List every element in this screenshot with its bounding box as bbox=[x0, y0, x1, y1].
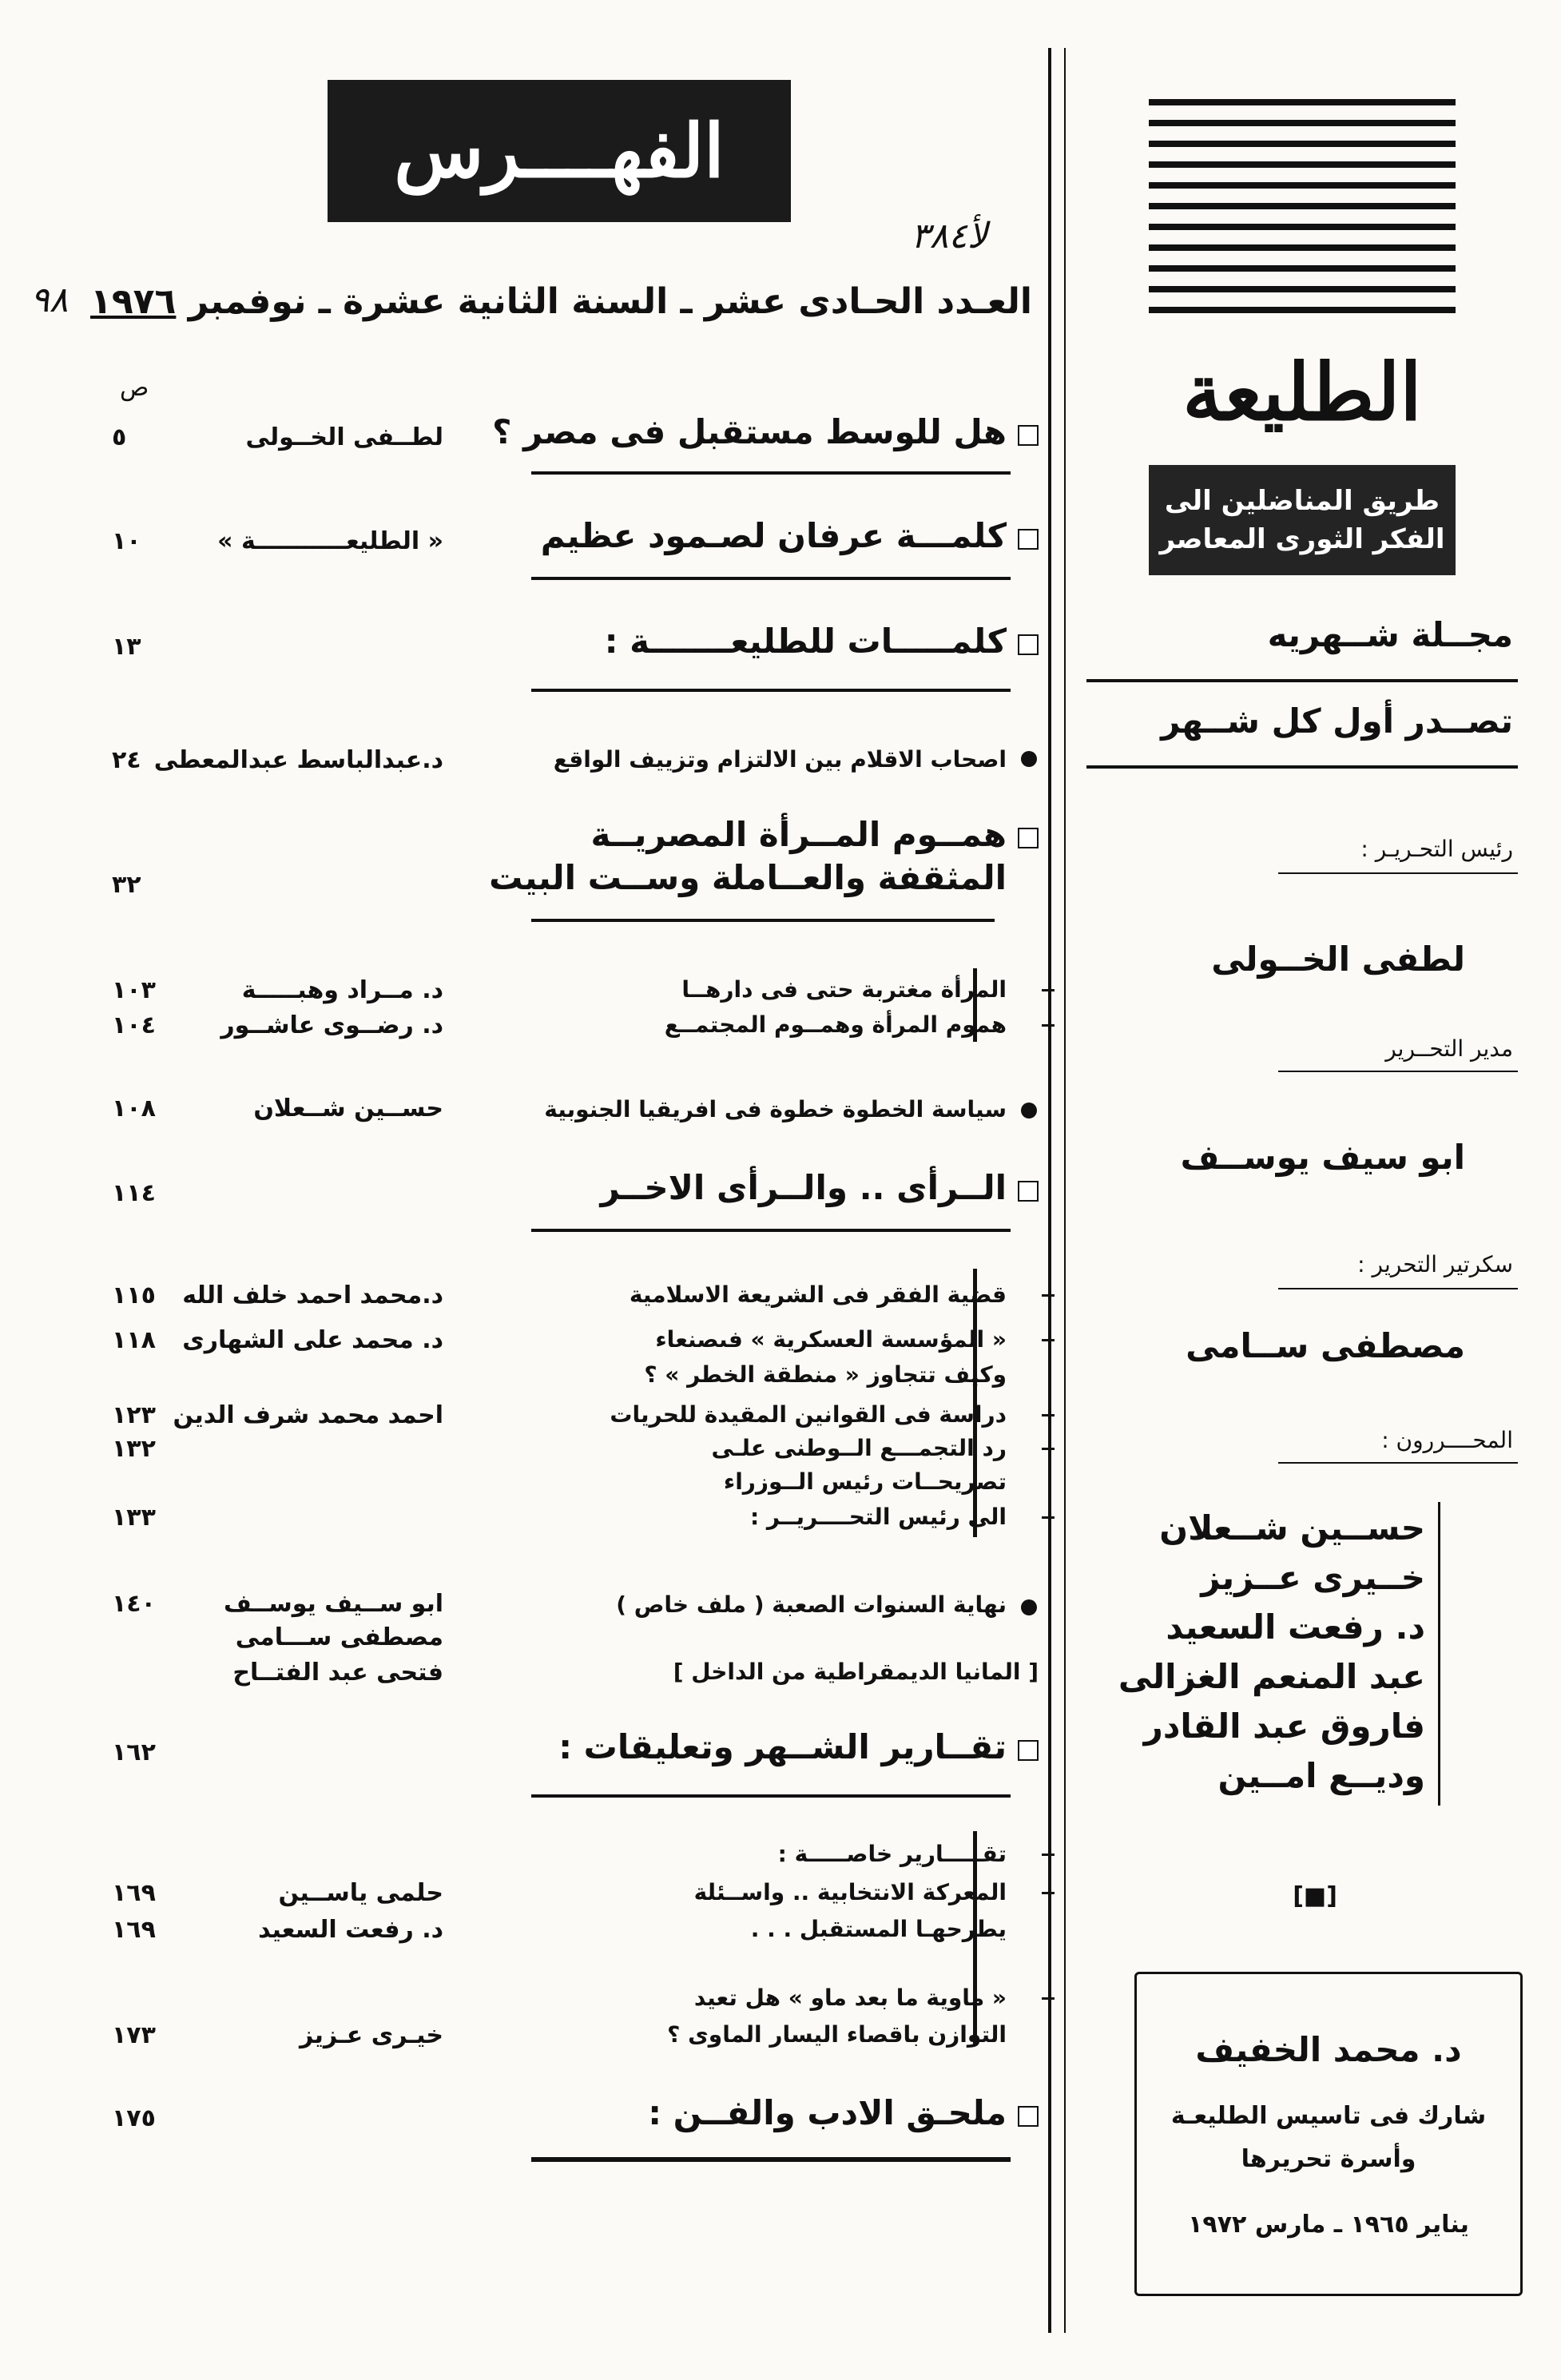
editor-name: عبد المنعم الغزالى bbox=[1118, 1657, 1425, 1696]
entry-title: سياسة الخطوة خطوة فى افريقيا الجنوبية bbox=[544, 1096, 1007, 1122]
section-underline bbox=[531, 471, 1011, 475]
entry-author: د.عبدالباسط عبدالمعطى bbox=[153, 746, 443, 774]
issue-year: ١٩٧٦ bbox=[89, 281, 177, 322]
entry-title: المعركة الانتخابية .. واســئلة bbox=[693, 1879, 1007, 1905]
toc-entry[interactable] bbox=[112, 1168, 1039, 1216]
entry-title: الى رئيس التحــــريــر : bbox=[749, 1504, 1007, 1530]
checkbox-icon bbox=[1018, 828, 1039, 848]
entry-title: همــوم المــرأة المصريــة bbox=[590, 815, 1007, 854]
entry-page: ١٢٣ bbox=[112, 1401, 156, 1429]
checkbox-icon bbox=[1018, 1740, 1039, 1761]
entry-title: الــرأى .. والــرأى الاخــر bbox=[600, 1168, 1007, 1207]
entry-title: كلمـــة عرفان لصـمود عظيم bbox=[540, 516, 1007, 555]
toc-entry-continuation bbox=[112, 1916, 1039, 1964]
entry-author: حلمى ياســين bbox=[278, 1879, 443, 1907]
entry-author: « الطليعـــــــــــة » bbox=[217, 527, 443, 555]
logo-tagline-line1: طريق المناضلين الى bbox=[1164, 485, 1440, 517]
entry-page: ١١٥ bbox=[112, 1281, 156, 1309]
entry-page: ١٦٢ bbox=[112, 1738, 156, 1766]
entry-title-line2: المثقفة والعــاملة وســت البيت bbox=[489, 858, 1007, 897]
tribute-line2: وأسرة تحريرها bbox=[1241, 2145, 1416, 2173]
entry-title: تصريحــات رئيس الــوزراء bbox=[723, 1468, 1007, 1495]
handwritten-note: ﻷ٣٨٤ bbox=[911, 216, 987, 256]
entry-title: اصحاب الاقلام بين الالتزام وتزييف الواقع bbox=[553, 746, 1007, 773]
entry-author: ابو ســيف يوســف bbox=[223, 1590, 443, 1618]
monthly-label: مجــلة شــهريه bbox=[1267, 615, 1513, 654]
section-underline bbox=[531, 1794, 1011, 1798]
editor-name: فاروق عبد القادر bbox=[1143, 1707, 1425, 1746]
toc-entry[interactable] bbox=[112, 1088, 1039, 1136]
tribute-dates: يناير ١٩٦٥ ـ مارس ١٩٧٢ bbox=[1188, 2211, 1469, 2239]
entry-page: ١٤٠ bbox=[112, 1590, 156, 1618]
entry-title: دراسة فى القوانين المقيدة للحريات bbox=[610, 1401, 1007, 1428]
toc-entry[interactable] bbox=[112, 1011, 1039, 1059]
masthead-rule bbox=[1086, 765, 1518, 769]
entry-title: هموم المرأة وهمــوم المجتمــع bbox=[664, 1011, 1007, 1038]
toc-entry[interactable] bbox=[112, 1281, 1039, 1329]
entry-page: ١٧٥ bbox=[112, 2104, 156, 2132]
managing-editor-label: مدير التحــرير bbox=[1385, 1035, 1513, 1062]
label-rule bbox=[1278, 872, 1518, 874]
entry-author: خيـرى عـزيز bbox=[299, 2021, 443, 2049]
issued-label: تصــدر أول كل شــهر bbox=[1161, 701, 1513, 741]
entry-title: [ المانيا الديمقراطية من الداخل ] bbox=[673, 1659, 1039, 1685]
entry-author: مصطفى ســـامى bbox=[235, 1623, 443, 1651]
issue-text: العـدد الحـادى عشر ـ السنة الثانية عشرة ـ نوفمبر bbox=[188, 281, 1032, 322]
column-divider-thin bbox=[1064, 48, 1066, 2333]
logo-tagline-line2: الفكر الثورى المعاصر bbox=[1159, 523, 1445, 555]
editor-name: د. رفعت السعيد bbox=[1166, 1607, 1425, 1647]
managing-editor: ابو سيف يوســف bbox=[1180, 1138, 1465, 1177]
entry-page: ١٦٩ bbox=[112, 1879, 156, 1907]
entry-title: هل للوسط مستقبل فى مصر ؟ bbox=[492, 412, 1007, 451]
magazine-logo bbox=[1149, 99, 1456, 577]
checkbox-icon bbox=[1018, 2106, 1039, 2127]
bullet-icon bbox=[1021, 751, 1037, 767]
entry-title: نهاية السنوات الصعبة ( ملف خاص ) bbox=[616, 1591, 1007, 1618]
toc-entry[interactable] bbox=[112, 815, 1039, 903]
tribute-name: د. محمد الخفيف bbox=[1195, 2030, 1462, 2069]
editor-name: حســين شــعلان bbox=[1159, 1508, 1425, 1548]
entry-author: فتحى عبد الفتــاح bbox=[232, 1659, 443, 1687]
checkbox-icon bbox=[1018, 529, 1039, 550]
entry-title: وكيف تتجاوز « منطقة الخطر » ؟ bbox=[644, 1361, 1007, 1388]
entry-author: د. رضــوى عاشــور bbox=[220, 1011, 443, 1039]
section-underline bbox=[531, 919, 995, 922]
toc-entry[interactable] bbox=[112, 1504, 1039, 1552]
entry-page: ١٣٣ bbox=[112, 1504, 156, 1532]
editor-name: خــيرى عــزيز bbox=[1201, 1558, 1425, 1597]
bullet-icon bbox=[1021, 1103, 1037, 1118]
label-rule bbox=[1278, 1288, 1518, 1289]
entry-page: ١٠٤ bbox=[112, 1011, 156, 1039]
entry-page: ٢٤ bbox=[112, 746, 141, 774]
toc-entry-continuation bbox=[112, 2021, 1039, 2069]
entry-page: ١٠٣ bbox=[112, 976, 156, 1004]
entry-author: احمد محمد شرف الدين bbox=[173, 1401, 443, 1429]
section-underline bbox=[531, 689, 1011, 692]
editor-in-chief: لطفى الخــولى bbox=[1211, 940, 1465, 979]
logo-word: الطليعة bbox=[1182, 347, 1422, 439]
tribute-box bbox=[1134, 1972, 1523, 2296]
entry-title: المرأة مغتربة حتى فى دارهــا bbox=[681, 976, 1007, 1003]
label-rule bbox=[1278, 1071, 1518, 1072]
index-title: الفهــــرس bbox=[394, 108, 725, 194]
toc-entry[interactable] bbox=[112, 412, 1039, 460]
toc-entry[interactable] bbox=[112, 622, 1039, 669]
entry-page: ٥ bbox=[112, 423, 127, 451]
entry-title: تقــارير الشــهر وتعليقات : bbox=[558, 1727, 1007, 1766]
checkbox-icon bbox=[1018, 634, 1039, 655]
entry-page: ١١٨ bbox=[112, 1326, 156, 1354]
entry-author: د. مــراد وهبـــــة bbox=[241, 976, 443, 1004]
entry-page: ١٧٣ bbox=[112, 2021, 156, 2049]
section-underline bbox=[531, 1229, 1011, 1232]
entry-title: التوازن باقصاء اليسار الماوى ؟ bbox=[667, 2021, 1007, 2048]
handwritten-note-left: ٩٨ bbox=[30, 280, 69, 320]
entry-title: ملحـق الادب والفــن : bbox=[648, 2093, 1007, 2132]
end-mark: [■] bbox=[1293, 1882, 1337, 1910]
editors-label: المحــــررون : bbox=[1381, 1427, 1513, 1453]
entry-page: ١١٤ bbox=[112, 1179, 156, 1207]
entry-page: ١٣٢ bbox=[112, 1435, 156, 1463]
entry-author: لطــفى الخــولى bbox=[245, 423, 443, 451]
tribute-line1: شارك فى تاسيس الطليعـة bbox=[1170, 2102, 1487, 2130]
section-underline bbox=[531, 2157, 1011, 2162]
entry-title: تقـــــارير خاصـــــة : bbox=[777, 1841, 1007, 1867]
editor-in-chief-label: رئيس التحـريـر : bbox=[1360, 836, 1513, 862]
entry-author: حســين شــعلان bbox=[253, 1095, 443, 1122]
section-underline bbox=[531, 577, 1011, 580]
entry-title: رد التجمـــع الــوطنى علـى bbox=[711, 1435, 1007, 1461]
entry-title: « المؤسسة العسكرية » فىصنعاء bbox=[655, 1326, 1007, 1353]
editor-name: وديــع امــين bbox=[1217, 1756, 1425, 1795]
toc-entry[interactable] bbox=[112, 737, 1039, 785]
entry-title: كلمـــــات للطليعـــــــة : bbox=[604, 622, 1007, 661]
checkbox-icon bbox=[1018, 425, 1039, 446]
page-column-header: ص bbox=[120, 374, 149, 402]
column-divider bbox=[1048, 48, 1051, 2333]
label-rule bbox=[1278, 1462, 1518, 1464]
logo-tagline bbox=[1149, 465, 1456, 575]
entry-page: ٣٢ bbox=[112, 871, 141, 899]
entry-title: يطرحهـا المستقبل . . . bbox=[750, 1916, 1007, 1942]
editors-bracket bbox=[1438, 1502, 1440, 1806]
toc-entry[interactable] bbox=[112, 516, 1039, 564]
entry-author: د. رفعت السعيد bbox=[258, 1916, 443, 1944]
bullet-icon bbox=[1021, 1599, 1037, 1615]
checkbox-icon bbox=[1018, 1181, 1039, 1202]
toc-entry[interactable] bbox=[112, 1727, 1039, 1775]
entry-page: ١٣ bbox=[112, 633, 141, 661]
entry-author: د. محمد على الشهارى bbox=[182, 1326, 443, 1354]
toc-entry[interactable] bbox=[112, 1659, 1039, 1707]
editorial-secretary: مصطفى ســامى bbox=[1186, 1326, 1465, 1365]
entry-page: ١٠٨ bbox=[112, 1095, 156, 1122]
entry-title: قضية الفقر فى الشريعة الاسلامية bbox=[629, 1281, 1007, 1308]
entry-page: ١٠ bbox=[112, 527, 141, 555]
entry-page: ١٦٩ bbox=[112, 1916, 156, 1944]
entry-author: د.محمد احمد خلف الله bbox=[182, 1281, 443, 1309]
entry-title: « ماوية ما بعد ماو » هل تعيد bbox=[693, 1985, 1007, 2011]
toc-entry[interactable] bbox=[112, 2093, 1039, 2141]
masthead-rule bbox=[1086, 679, 1518, 682]
secretary-label: سكرتير التحرير : bbox=[1357, 1251, 1513, 1277]
